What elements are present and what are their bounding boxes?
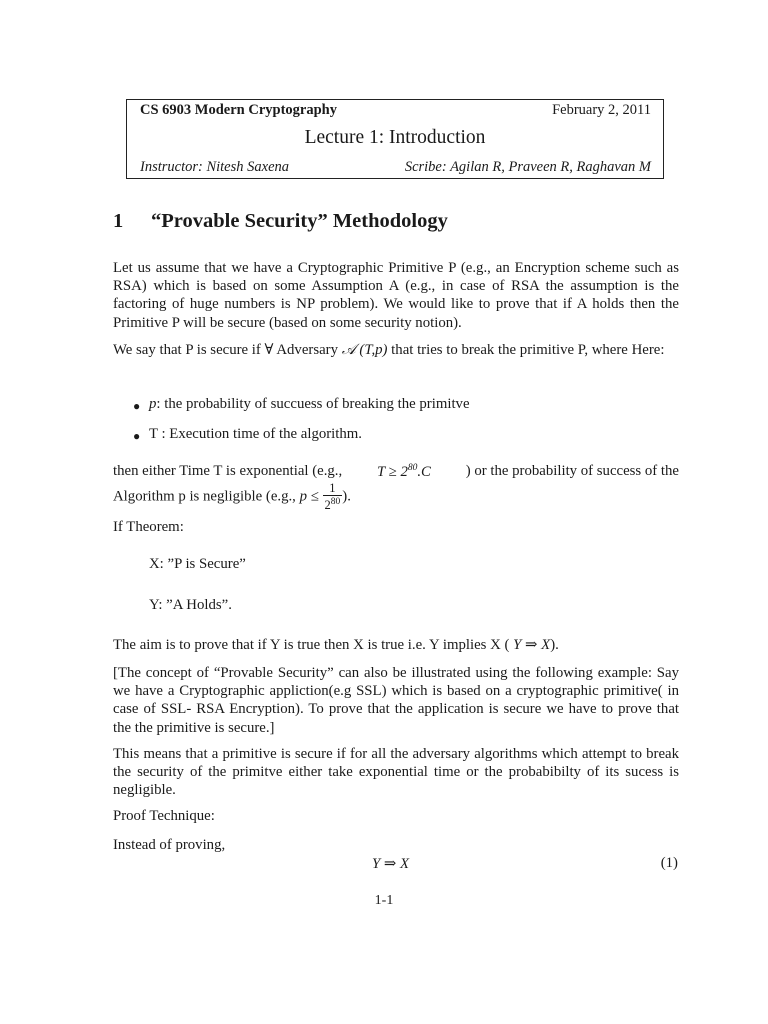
- statement-x: X: ”P is Secure”: [149, 556, 246, 572]
- if-theorem-label: If Theorem:: [113, 519, 184, 535]
- section-number: 1: [113, 210, 124, 232]
- aim-sentence: The aim is to prove that if Y is true then X is true i.e. Y implies X ( Y ⇒ X).: [113, 637, 559, 653]
- instead-of-proving: Instead of proving,: [113, 837, 226, 853]
- condition-line-2: Algorithm p is negligible (e.g., p ≤ $\frac{1}{2^{80}}$ ).: [113, 481, 351, 513]
- probability-fraction: $\frac{1}{2^{80}}$: [324, 481, 341, 513]
- lecture-date: February 2, 2011: [552, 102, 651, 118]
- section-title: “Provable Security” Methodology: [151, 210, 448, 232]
- equation-1: Y ⇒ X: [372, 856, 410, 872]
- paragraph-meaning: This means that a primitive is secure if for all the adversary algorithms which attempt to break the security of the primitve either take exponential time or the probabibilty of its sucess is negligible.: [113, 746, 679, 799]
- paragraph-concept-example: [The concept of “Provable Security” can also be illustrated using the following example: Say we have a Cryptographic appliction(e.g SSL) which is based on a cryptographic primitive( in case of SSL- RSA Encryption). To prove that the application is secure we have to prove that the the primitive is secure.]: [113, 665, 679, 736]
- proof-technique-label: Proof Technique:: [113, 808, 215, 824]
- condition-line-1: then either Time T is exponential (e.g., $T \ge 2^{80}.C$ ) or the probability of success of the: [113, 463, 679, 480]
- page-number: 1-1: [374, 893, 394, 908]
- instructor: Instructor: Nitesh Saxena: [140, 159, 290, 175]
- statement-y: Y: ”A Holds”.: [149, 597, 232, 613]
- adversary-symbol: 𝒜: [341, 342, 356, 358]
- paragraph-intro: Let us assume that we have a Cryptographic Primitive P (e.g., an Encryption scheme such as RSA) which is based on some Assumption A (e.g., in case of RSA the assumption is the factoring of huge numbers is NP problem). We would like to prove that if A holds then the Primitive P will be secure (based on some security notion).: [113, 260, 679, 331]
- lecture-header-box: [126, 99, 664, 179]
- lecture-title: Lecture 1: Introduction: [304, 127, 486, 148]
- course-name: CS 6903 Modern Cryptography: [140, 102, 337, 118]
- header-bottom-row: [140, 159, 651, 176]
- scribe: Scribe: Agilan R, Praveen R, Raghavan M: [404, 159, 651, 175]
- bullet-icon: ●: [133, 399, 141, 413]
- header-top-row: [140, 102, 651, 119]
- paragraph-secure-definition: We say that P is secure if ∀ Adversary 𝒜 (T,p) that tries to break the primitive P, where Here:: [113, 342, 665, 358]
- bullet-item-t: T : Execution time of the algorithm.: [149, 426, 363, 442]
- bullet-item-p: p: the probability of succuess of breaking the primitve: [149, 396, 470, 412]
- section-heading: [113, 210, 448, 233]
- time-bound-expression: $T \ge 2^{80}.C$: [376, 463, 431, 480]
- equation-number: (1): [660, 855, 678, 871]
- bullet-icon: ●: [133, 429, 141, 443]
